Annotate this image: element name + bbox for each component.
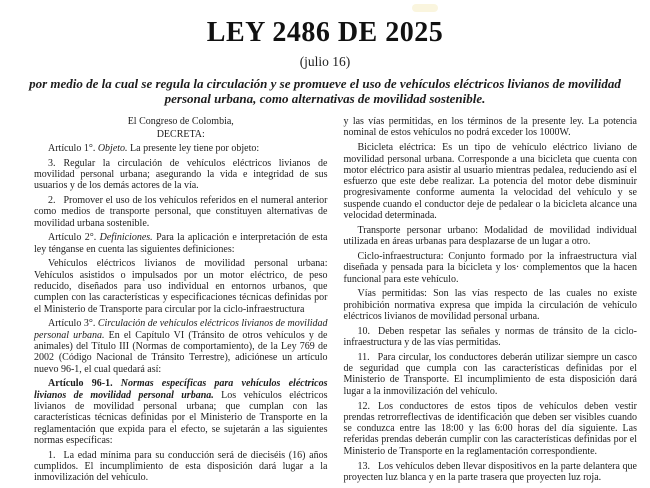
paragraph-definition [34, 258, 328, 314]
paragraph-text: En el Capítulo VI (Tránsito de otros vehículos y de animales) del Título III (Normas de comportamiento), de la Ley 769 de 2002 (Código Nacional de Tránsito Terrestre), adiciónese un artículo nuevo 96-1, el cual quedará así: [34, 329, 328, 375]
item-number: 1. [48, 449, 56, 461]
paragraph-text: Artículo 96-1. [48, 378, 121, 390]
item-number: 2. [48, 194, 56, 206]
paragraph-text: Definiciones. [99, 232, 153, 244]
paragraph-definition [344, 142, 638, 221]
item-number: 10. [357, 325, 370, 337]
paragraph-definition [344, 225, 638, 248]
paragraph-articulo-3 [34, 318, 328, 374]
paragraph-text: Artículo 3°. [48, 318, 98, 330]
numbered-item [344, 401, 638, 457]
decreta-line [34, 129, 328, 140]
date-line: (julio 16) [299, 54, 351, 69]
paragraph-text: y las vías permitidas, en los términos de la presente ley. La potencia nominal de estos vehículos no podrá exceder los 1000W. [343, 116, 637, 139]
paragraph-text: Artículo 1°. [48, 142, 98, 154]
paragraph-articulo-1 [34, 143, 328, 154]
numbered-item [34, 195, 328, 229]
paragraph-text: Para circular, los conductores deberán utilizar siempre un casco de seguridad que cumpla con las características definidas por el Ministerio de Transporte. El incumplimiento de esta disposición dará lugar a la inmovilización del vehículo. [343, 351, 637, 397]
numbered-item [34, 450, 328, 484]
numbered-item [344, 352, 638, 397]
paragraph-text: Los vehículos deben llevar dispositivos en la parte delantera que proyecten luz blanca y en la parte trasera que proyecten luz roja. [343, 460, 637, 483]
paragraph-text: Deben respetar las señales y normas de tránsito de la ciclo-infraestructura y de las vías permitidas. [343, 325, 637, 349]
paragraph-definition [344, 288, 638, 322]
paragraph-text: La edad mínima para su conducción será de dieciséis (16) años cumplidos. El incumplimiento de esta disposición dará lugar a la inmovilización del vehículo. [34, 449, 328, 484]
paragraph-text: Normas específicas para vehículos eléctricos livianos de movilidad personal urbana. [34, 378, 328, 401]
paragraph-text: Bicicleta eléctrica: Es un tipo de vehículo eléctrico liviano de movilidad personal urbana. Corresponde a una bicicleta que cuenta con motor eléctrico para asistir al usuario mientras pedalea, reduciendo así el esfuerzo que este debe realizar. La potencia del motor debe disminuir progresivamente conforme aumenta la velocidad del vehículo y se suspende cuando el conductor deje de pedalear o la bicicleta alcance una velocidad determinada. [343, 142, 637, 222]
paragraph-text: La presente ley tiene por objeto: [127, 142, 260, 154]
left-column [34, 116, 328, 487]
paragraph-text: El Congreso de Colombia, [127, 116, 234, 128]
right-column [344, 116, 638, 487]
two-column-body [34, 116, 637, 487]
paragraph-text: Para la aplicación e interpretación de esta ley ténganse en cuenta las siguientes definiciones: [34, 232, 328, 255]
item-number: 13. [357, 460, 370, 472]
numbered-item [344, 461, 638, 484]
item-number: 12. [357, 400, 370, 412]
epigraph: por medio de la cual se regula la circulación y se promueve el uso de vehículos eléctricos livianos de movilidad personal urbana, como alternativas de movilidad sostenible. [29, 76, 621, 106]
paragraph-text: Artículo 2°. [48, 232, 100, 244]
paragraph-articulo-2 [34, 232, 328, 255]
paragraph-text: Los vehículos eléctricos livianos de movilidad personal urbana; que cumplan con las características técnicas definidas por el Ministerio de Transporte en la reglamentación que expida para el efecto, se sujetarán a las siguientes normas específicas: [34, 389, 328, 446]
paragraph-text: Transporte personar urbano: Modalidad de movilidad individual utilizada en áreas urbanas para desplazarse de un lugar a otro. [343, 224, 637, 248]
item-number: 11. [357, 351, 370, 363]
paragraph-text: Objeto. [97, 142, 128, 154]
paragraph-articulo-96-1 [34, 378, 328, 446]
paragraph-definition [344, 251, 638, 285]
item-number: 3. [48, 157, 56, 169]
congress-line [34, 116, 328, 127]
paragraph-continuation [344, 116, 638, 139]
numbered-item [34, 158, 328, 192]
paragraph-text: Ciclo-infraestructura: Conjunto formado por la infraestructura vial diseñada y pensada para la bicicleta y los· complementos que la hacen funcional para este vehículo. [343, 250, 637, 285]
numbered-item [344, 326, 638, 349]
paragraph-text: Regular la circulación de vehículos eléctricos livianos de movilidad personal urbana; asegurando la vida e integridad de sus usuarios y de los demás actores de la vía. [34, 157, 328, 192]
paragraph-text: Vehículos eléctricos livianos de movilidad personal urbana: Vehículos asistidos o impulsados por un motor eléctrico, de peso reducido, diseñados para uso individual en entornos urbanos, que cumplen con las características y especificaciones técnicas definidas por el Ministerio de Transporte para circular por la ciclo-infraestructura [34, 258, 328, 315]
scan-artifact [412, 4, 438, 12]
paragraph-text: Vías permitidas: Son las vías respecto de las cuales no existe prohibición normativa expresa que impida la circulación de vehículo eléctricos livianos de movilidad personal urbana. [343, 288, 637, 322]
paragraph-text: Promover el uso de los vehículos referidos en el numeral anterior como medios de transporte personal, que constituyen alternativas de movilidad urbana sostenible. [34, 194, 328, 229]
law-title: LEY 2486 DE 2025 [206, 17, 444, 48]
paragraph-text: Los conductores de estos tipos de vehículos deben vestir prendas retrorreflectivas de identificación que deben ser visibles cuando se conduzca entre las 18:00 y las 6:00 horas del día siguiente. Las referidas prendas deberán cumplir con las características definidas por el Ministerio de Transporte en la reglamentación correspondiente. [343, 400, 637, 457]
paragraph-text: DECRETA: [156, 129, 205, 141]
paragraph-text: Circulación de vehículos eléctricos livianos de movilidad personal urbana. [34, 318, 328, 341]
